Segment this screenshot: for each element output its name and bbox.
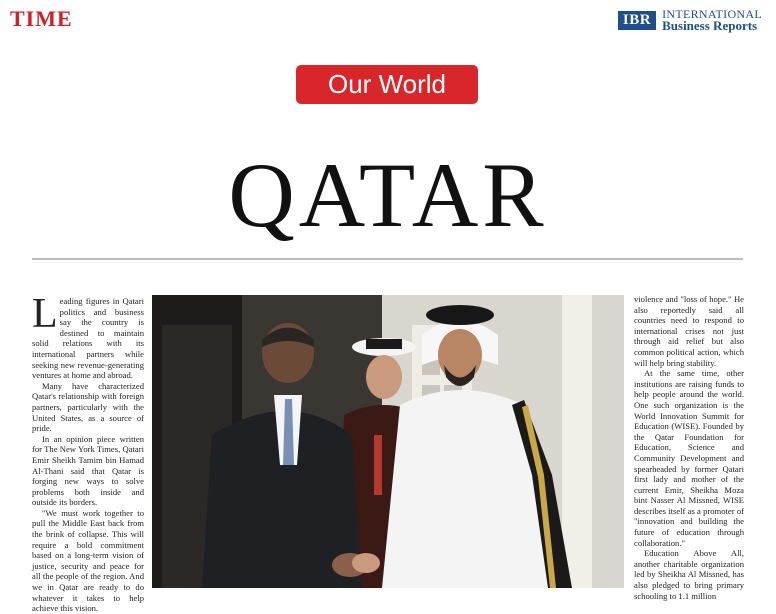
- article-paragraph: At the same time, other institutions are raising funds to help people around the world. One such organization is the World Innovation Summit for Education (WISE). Founded by the Qatar Foundation for Education, Science and Community Development and spearheaded by former Qatari first lady and mother of the current Emir, Sheikha Moza bint Nasser Al Missned, WISE describes itself as a promoter of "innovation and building the future of education through collaboration.": [634, 368, 744, 548]
- article-photo: [152, 295, 624, 588]
- article-text: eading figures in Qatari politics and business say the country is destined to maintain solid relations with its international partners while seeking new revenue-generating ventures at home and abroad.: [32, 296, 144, 381]
- ibr-logo-mark: IBR: [618, 11, 656, 30]
- ibr-line2: Business Reports: [662, 18, 758, 33]
- page-title: QATAR: [228, 144, 548, 246]
- article-column-right: [634, 294, 744, 601]
- article-paragraph: In an opinion piece written for The New York Times, Qatari Emir Sheikh Tamim bin Hamad Al-Thani said that Qatar is forging new ways to solve problems both inside and outside its borders.: [32, 433, 144, 508]
- title-divider: [32, 258, 743, 260]
- time-logo: TIME: [10, 6, 73, 31]
- article-paragraph: Many have characterized Qatar's relationship with foreign partners, particularly with the United States, as a source of pride.: [32, 380, 144, 434]
- section-tag: Our World: [296, 65, 478, 104]
- ibr-logo: [618, 8, 762, 32]
- article-paragraph: violence and "loss of hope." He also reportedly said all countries need to respond to international crises not just through aid relief but also common political action, which will help bring stability.: [634, 294, 744, 368]
- article-paragraph: "We must work together to pull the Middle East back from the brink of collapse. This will require a bold commitment based on a long-term vision of justice, security and peace for all the people of the region. And we in Qatar are ready to do whatever it takes to help achieve this vision.: [32, 507, 144, 614]
- article-paragraph: Education Above All, another charitable organization led by Sheikha Al Missned, has also pledged to bring primary schooling to 1.1 million: [634, 548, 744, 601]
- article-column-left: [32, 291, 144, 614]
- ibr-logo-text: [662, 8, 762, 32]
- article-paragraph: [32, 291, 144, 381]
- ibr-line1: INTERNATIONAL: [662, 7, 762, 21]
- drop-cap: L: [32, 291, 58, 337]
